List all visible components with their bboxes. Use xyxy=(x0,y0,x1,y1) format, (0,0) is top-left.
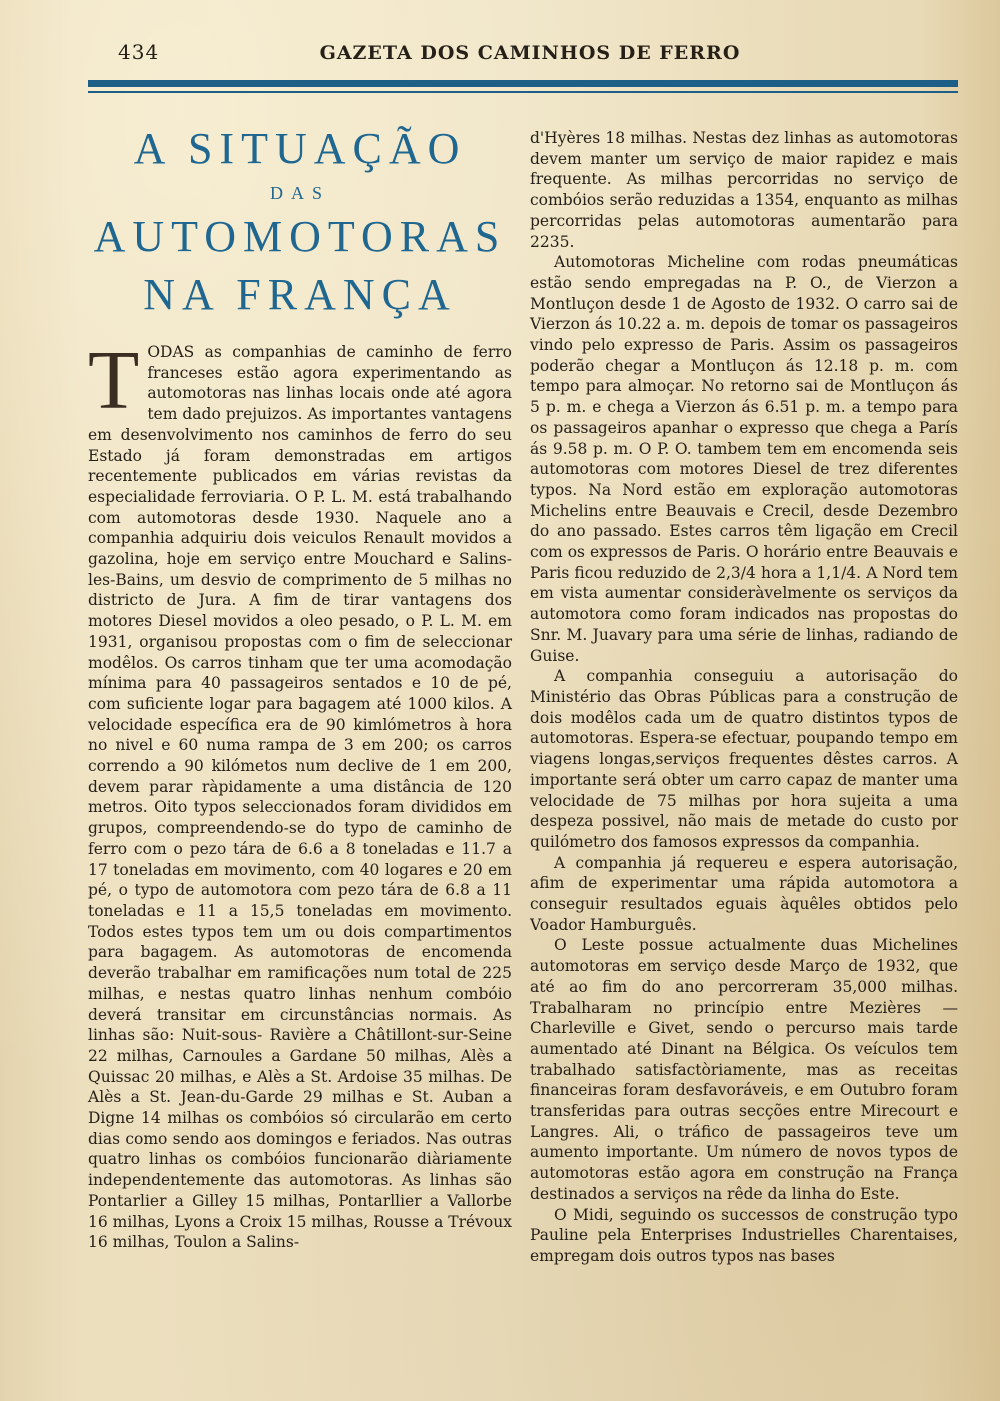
lead-paragraph xyxy=(88,334,512,1253)
paragraph-leste: O Leste possue actualmente duas Michelines automotoras em serviço desde Março de 1932, que até ao fim do ano percorreram 35,000 milhas. Trabalharam no princípio entre Mezières — Charleville e Givet, sendo o percurso mais tarde aumentado até Dinant na Bélgica. Os veículos tem trabalhado satisfactòriamente, mas as receitas financeiras foram desfavoráveis, e em Outubro foram transferidas para outras secções entre Mirecourt e Langres. Ali, o tráfico de passageiros teve um aumento importante. Um número de novos typos de automotoras estão agora em construção na França destinados a serviços na rêde da linha do Este. xyxy=(530,936,958,1203)
journal-title: GAZETA DOS CAMINHOS DE FERRO xyxy=(319,42,741,64)
paragraph-micheline: Automotoras Micheline com rodas pneumáticas estão sendo empregadas na P. O., de Vierzon a Montluçon desde 1 de Agosto de 1932. O carro sai de Vierzon ás 10.22 a. m. depois de tomar os passageiros vindo pelo expresso de Paris. Assim os passageiros poderão chegar a Montluçon ás 12.18 p. m. com tempo para almoçar. No retorno sai de Montluçon ás 5 p. m. e chega a Vierzon ás 6.51 p. m. a tempo para os passageiros apanhar o expresso que chega a París ás 9.58 p. m. O P. O. tambem tem em encomenda seis automotoras com motores Diesel de trez diferentes typos. Na Nord estão em exploração automotoras Michelins entre Beauvais e Crecil, desde Dezembro do ano passado. Estes carros têm ligação em Crecil com os expressos de Paris. O horário entre Beauvais e Paris ficou reduzido de 2,3/4 hora a 1,1/4. A Nord tem em vista aumentar consideràvelmente os serviços da automotora como foram indicados nas propostas do Snr. M. Juavary para uma série de linhas, radiando de Guise. xyxy=(530,253,958,665)
paragraph-midi: O Midi, seguindo os successos de construção typo Pauline pela Enterprises Industrielles Charentaises, empregam dois outros typos nas bases xyxy=(530,1205,958,1265)
page-number: 434 xyxy=(118,40,160,64)
headline-line-3: AUTOMOTORAS xyxy=(93,212,507,261)
paragraph-request: A companhia já requereu e espera autorisação, afim de experimentar uma rápida automotora a conseguir resultados eguais àquêles obtidos pelo Voador Hamburguês. xyxy=(530,853,958,934)
header-rule-thick xyxy=(88,80,958,87)
headline-line-2: DAS xyxy=(269,183,330,203)
headline-line-4: NA FRANÇA xyxy=(143,270,457,319)
drop-cap: T xyxy=(88,334,140,427)
paragraph-authorisation: A companhia conseguiu a autorisação do Ministério das Obras Públicas para a construção de dois modêlos cada um de quatro distintos typos de automotoras. Espera-se efectuar, poupando tempo em viagens longas,serviços frequentes dêstes carros. A importante será obter um carro capaz de manter uma velocidade de 75 milhas por hora sujeita a uma despeza possivel, não mais de metade do custo por quilómetro dos famosos expressos da companhia. xyxy=(530,667,958,851)
article-headline xyxy=(88,120,512,324)
headline-line-1: A SITUAÇÃO xyxy=(133,124,467,173)
lead-paragraph-text: ODAS as companhias de caminho de ferro franceses estão agora experimentando as automotoras nas linhas locais onde até agora tem dado prejuizos. As importantes vantagens em desenvolvimento nos caminhos de ferro do seu Estado já foram demonstradas em artigos recentemente publicados em várias revistas da especialidade ferroviaria. O P. L. M. está trabalhando com automotoras desde 1930. Naquele ano a companhia adquiriu dois veiculos Renault movidos a gazolina, hoje em serviço entre Mouchard e Salins-les-Bains, um desvio de comprimento de 5 milhas no districto de Jura. A fim de tirar vantagens dos motores Diesel movidos a oleo pesado, o P. L. M. em 1931, organisou propostas com o fim de seleccionar modêlos. Os carros tinham que ter uma acomodação mínima para 40 passageiros sentados e 10 de pé, com suficiente logar para bagagem até 1000 kilos. A velocidade específica era de 90 kimlómetros à hora no nivel e 60 numa rampa de 3 em 200; os carros correndo a 90 kilómetos num declive de 1 em 200, devem parar ràpidamente a uma distância de 120 metros. Oito typos seleccionados foram divididos em grupos, compreendendo-se do typo de caminho de ferro com o pezo tára de 6.6 a 8 toneladas e 11.7 a 17 toneladas em movimento, com 40 logares e 20 em pé, o typo de automotora com pezo tára de 6.8 a 11 toneladas e 11 a 15,5 toneladas em movimento. Todos estes typos tem um ou dois compartimentos para bagagem. As automotoras de encomenda deverão trabalhar em ramificações num total de 225 milhas, e nestas quatro linhas nenhum combóio deverá transitar em circunstâncias normais. As linhas são: Nuit-sous- Ravière a Châtillont-sur-Seine 22 milhas, Carnoules a Gardane 50 milhas, Alès a Quissac 20 milhas, e Alès a St. Ardoise 35 milhas. De Alès a St. Jean-du-Garde 29 milhas e St. Auban a Digne 14 milhas os combóios só circularão em certo dias como sendo aos domingos e feriados. Nas outras quatro linhas os combóios funcionarão diàriamente independentemente das automotoras. As linhas são Pontarlier a Gilley 15 milhas, Pontarllier a Vallorbe 16 milhas, Lyons a Croix 15 milhas, Rousse a Trévoux 16 milhas, Toulon a Salins- xyxy=(88,343,512,1252)
right-column xyxy=(530,128,958,1267)
paragraph-continuation: d'Hyères 18 milhas. Nestas dez linhas as automotoras devem manter um serviço de maior rapidez e mais frequente. As milhas percorridas no serviço de combóios serão reduzidas a 1354, enquanto as milhas percorridas pelas automotoras aumentarão para 2235. xyxy=(530,129,958,251)
left-column xyxy=(88,120,512,1253)
header-rule-thin xyxy=(88,91,958,93)
